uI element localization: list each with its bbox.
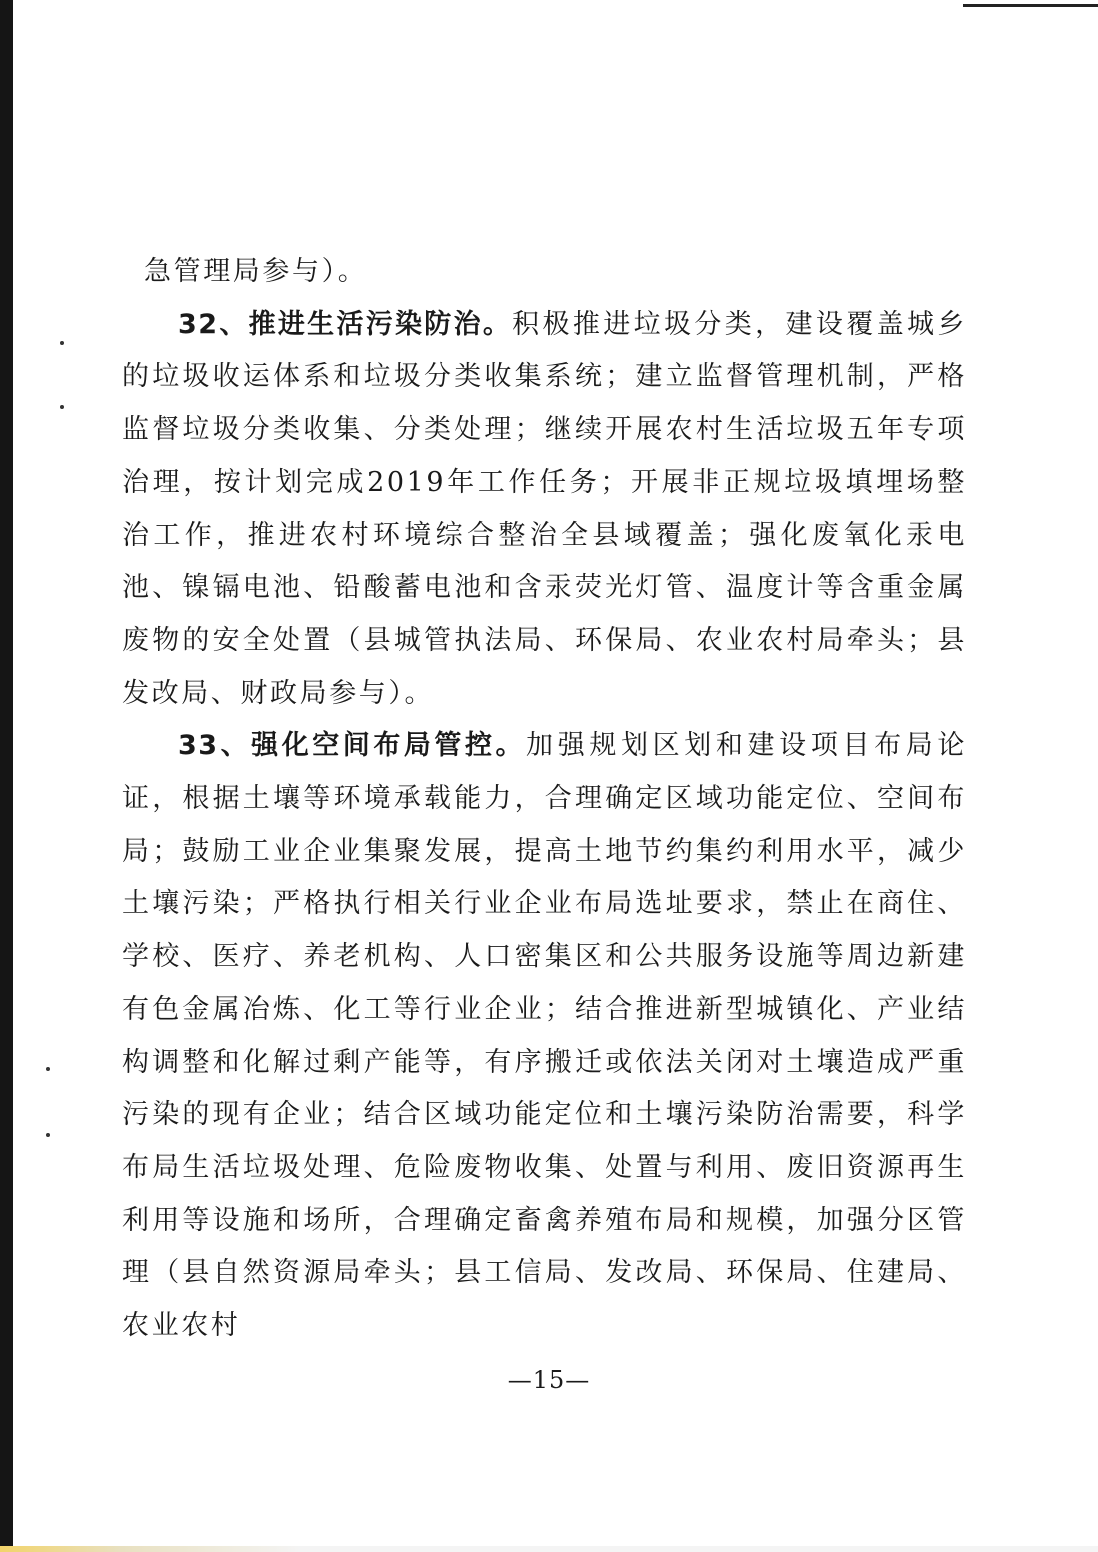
punch-dot: [60, 405, 64, 409]
section-33-paragraph: [122, 720, 967, 1352]
continuation-paragraph: [122, 246, 967, 299]
page-number: —15—: [507, 1366, 591, 1394]
section-32-heading: 32、推进生活污染防治。: [178, 308, 513, 340]
punch-dot: [46, 1067, 50, 1071]
scan-bottom-edge: [0, 1546, 1098, 1552]
punch-dot: [46, 1133, 50, 1137]
punch-dot: [60, 341, 64, 345]
document-body: [122, 246, 967, 1353]
section-33-body: 加强规划区划和建设项目布局论证，根据土壤等环境承载能力，合理确定区域功能定位、空间布局；鼓励工业企业集聚发展，提高土地节约集约利用水平，减少土壤污染；严格执行相关行业企业布局选址要求，禁止在商住、学校、医疗、养老机构、人口密集区和公共服务设施等周边新建有色金属冶炼、化工等行业企业；结合推进新型城镇化、产业结构调整和化解过剩产能等，有序搬迁或依法关闭对土壤造成严重污染的现有企业；结合区域功能定位和土壤污染防治需要，科学布局生活垃圾处理、危险废物收集、处置与利用、废旧资源再生利用等设施和场所，合理确定畜禽养殖布局和规模，加强分区管理（县自然资源局牵头；县工信局、发改局、环保局、住建局、农业农村: [122, 730, 967, 1342]
scan-top-rule: [963, 4, 1098, 7]
scan-left-edge: [0, 0, 13, 1552]
section-32-paragraph: [122, 299, 967, 721]
section-32-body: 积极推进垃圾分类，建设覆盖城乡的垃圾收运体系和垃圾分类收集系统；建立监督管理机制，严格监督垃圾分类收集、分类处理；继续开展农村生活垃圾五年专项治理，按计划完成2019年工作任务；开展非正规垃圾填埋场整治工作，推进农村环境综合整治全县域覆盖；强化废氧化汞电池、镍镉电池、铅酸蓄电池和含汞荧光灯管、温度计等含重金属废物的安全处置（县城管执法局、环保局、农业农村局牵头；县发改局、财政局参与）。: [122, 308, 968, 709]
continuation-text: 急管理局参与）。: [144, 256, 368, 287]
section-33-heading: 33、强化空间布局管控。: [178, 730, 527, 762]
